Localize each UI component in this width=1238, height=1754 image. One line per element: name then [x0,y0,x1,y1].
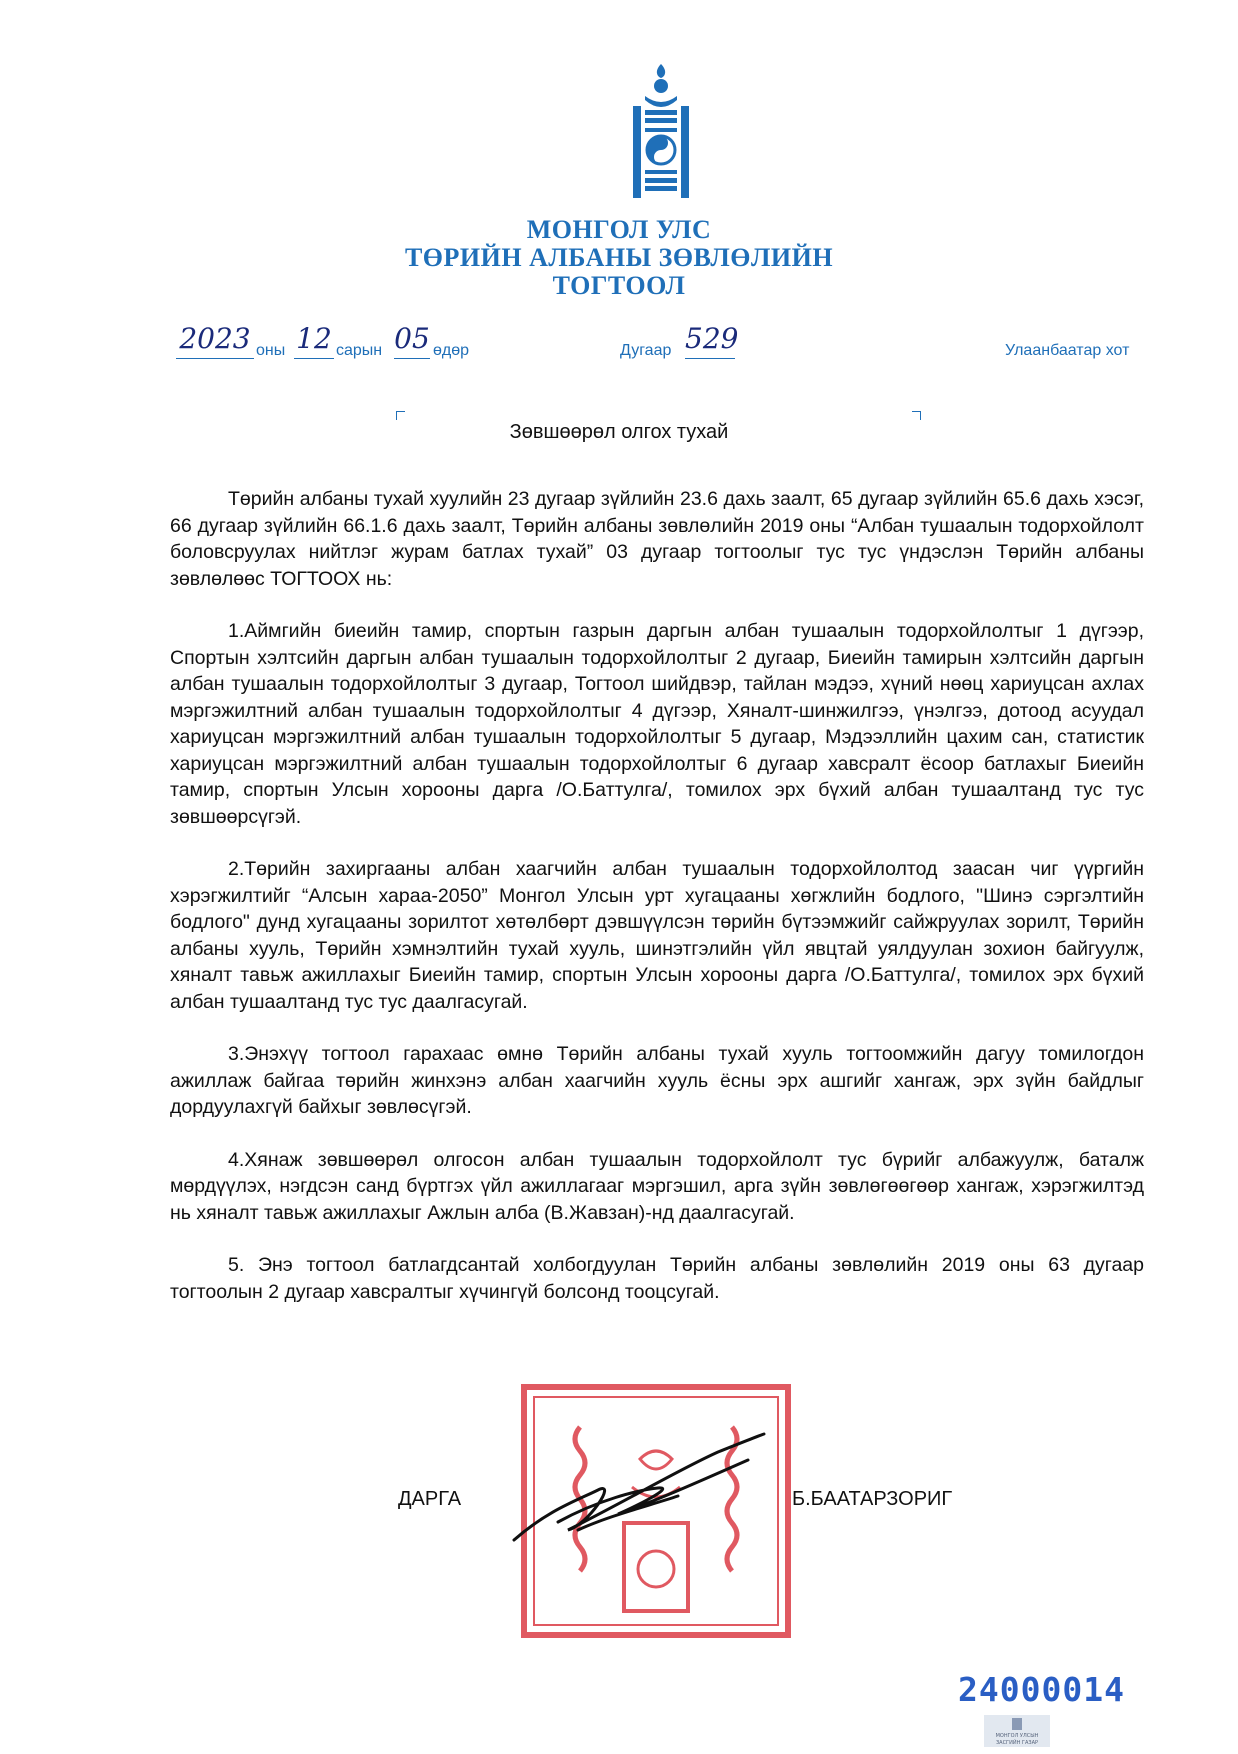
date-year-label: оны [256,342,286,359]
signatory-name: Б.БААТАРЗОРИГ [792,1488,953,1510]
date-day: 05 [394,322,430,359]
subject-title: Зөвшөөрөл олгох тухай [509,421,729,443]
date-month-label: сарын [336,342,383,359]
date-row [0,322,1238,362]
paragraph-5: 5. Энэ тогтоол батлагдсантай холбогдуулан Төрийн албаны зөвлөлийн 2019 оны 63 дугаар тогтоолын 2 дугаар хавсралтыг хүчингүй болсонд тооцсугай. [170,1254,1144,1303]
paragraph-preamble: Төрийн албаны тухай хуулийн 23 дугаар зүйлийн 23.6 дахь заалт, 65 дугаар зүйлийн 65.6 дахь хэсэг, 66 дугаар зүйлийн 66.1.6 дахь заалт, Төрийн албаны зөвлөлийн 2019 оны “Албан тушаалын тодорхойлолт боловсруулах нийтлэг журам батлах тухай” 03 дугаар тогтоолыг тус тус үндэслэн Төрийн албаны зөвлөлөөс ТОГТООХ нь: [170,488,1144,590]
signature-mark [508,1430,768,1550]
date-month: 12 [294,322,334,359]
subject-corner-left [396,411,405,420]
number-label: Дугаар [620,342,672,359]
paragraph-3: 3.Энэхүү тогтоол гарахаас өмнө Төрийн албаны тухай хууль тогтоомжийн дагуу томилогдон ажиллаж байгаа төрийн жинхэнэ албан хаагчийн хууль ёсны эрх ашгийг хангаж, эрх зүйн байдлыг дордуулахгүй байхыг зөвлөсүгэй. [170,1043,1144,1118]
document-body [170,486,1144,1331]
date-day-label: өдөр [433,342,470,359]
paragraph-4: 4.Хянаж зөвшөөрөл олгосон албан тушаалын тодорхойлолт тус бүрийг албажуулж, баталж мөрдүүлэх, нэгдсэн санд бүртгэх үйл ажиллагааг мэргэшил, арга зүйн зөвлөгөөгөөр хангаж, хэрэгжилтэд нь хяналт тавьж ажиллахыг Ажлын алба (В.Жавзан)-нд даалгасугай. [170,1148,1144,1224]
date-year: 2023 [176,322,254,359]
subject-corner-right [912,411,921,420]
document-number: 529 [685,322,735,359]
paragraph-1: 1.Аймгийн биеийн тамир, спортын газрын даргын албан тушаалын тодорхойлолтыг 1 дүгээр, Спортын хэлтсийн даргын албан тушаалын тодорхойлолтыг 2 дугаар, Биеийн тамирын хэлтсийн даргын албан тушаалын тодорхойлолтыг 3 дугаар, Тогтоол шийдвэр, тайлан мэдээ, хүний нөөц хариуцсан ахлах мэргэжилтний албан тушаалын тодорхойлолтыг 4 дүгээр, Хяналт-шинжилгээ, үнэлгээ, дотоод асуудал хариуцсан мэргэжилтний албан тушаалын тодорхойлолтыг 5 дугаар, Мэдээллийн цахим сан, статистик хариуцсан мэргэжилтний албан тушаалын тодорхойлолтыг 6 дугаар хавсралт ёсоор батлахыг Биеийн тамир, спортын Улсын хорооны дарга /О.Баттулга/, томилох эрх бүхий албан тушаалтанд тус тус зөвшөөрсүгэй. [170,620,1144,828]
header-line-country: МОНГОЛ УЛС [526,215,712,244]
header-line-council: ТӨРИЙН АЛБАНЫ ЗӨВЛӨЛИЙН [404,243,834,272]
government-logo-icon [984,1715,1050,1747]
svg-text:МОНГОЛ УЛСЫН: МОНГОЛ УЛСЫН [995,1733,1039,1739]
soyombo-emblem-icon [625,62,697,202]
signatory-title: ДАРГА [398,1488,462,1510]
registration-number: 24000014 [958,1670,1125,1709]
place-label: Улаанбаатар хот [1005,342,1130,359]
svg-text:ЗАСГИЙН ГАЗАР: ЗАСГИЙН ГАЗАР [995,1740,1039,1746]
header-line-doctype: ТОГТООЛ [552,271,686,300]
paragraph-2: 2.Төрийн захиргааны албан хаагчийн албан тушаалын тодорхойлолтод заасан чиг үүргийн хэрэгжилтийг “Алсын хараа-2050” Монгол Улсын урт хугацааны хөгжлийн бодлого, "Шинэ сэргэлтийн бодлого" дунд хугацааны зорилтот хөтөлбөрт дэвшүүлсэн төрийн бүтээмжийг сайжруулах зорилт, Төрийн албаны хууль, Төрийн хэмнэлтийн тухай хууль, шинэтгэлийн үйл явцтай уялдуулан зохион байгуулж, хяналт тавьж ажиллахыг Биеийн тамир, спортын Улсын хорооны дарга /О.Баттулга/, томилох эрх бүхий албан тушаалтанд тус тус даалгасугай. [170,858,1144,1013]
